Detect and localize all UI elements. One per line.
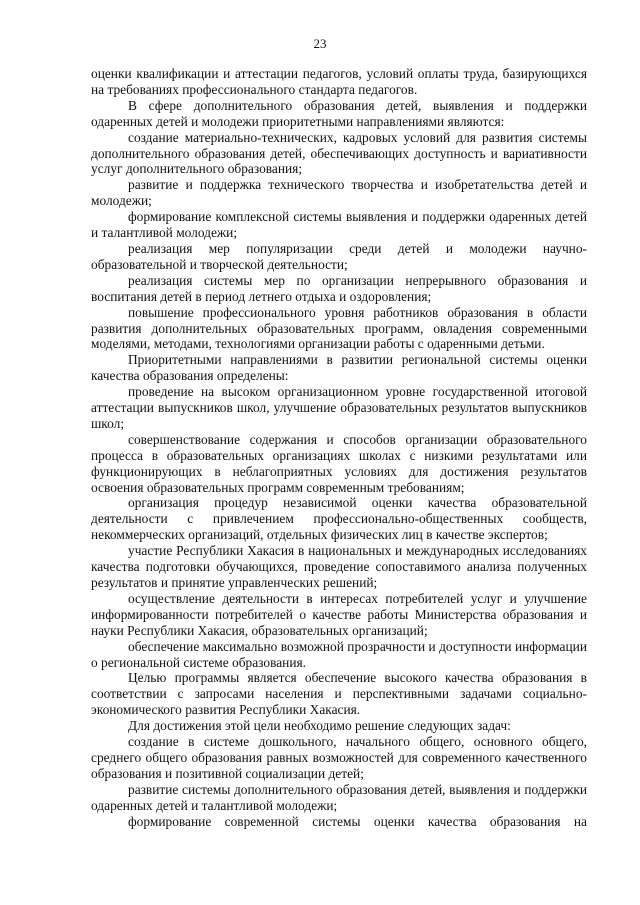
paragraph-task-continues: формирование современной системы оценки качества образования на <box>128 813 587 829</box>
paragraph-item: формирование комплексной системы выявления и поддержки одаренных детей и талантливой молодежи; <box>91 209 587 241</box>
paragraph-program-goal: Целью программы является обеспечение высокого качества образования в соответствии с запросами населения и перспективными задачами социально-экономического развития Республики Хакасия. <box>91 670 587 718</box>
paragraph-item: организация процедур независимой оценки качества образовательной деятельности с привлечением профессионально-общественных сообществ, некоммерческих организаций, отдельных физических лиц в качестве экспертов; <box>91 495 587 543</box>
body-text <box>91 66 587 830</box>
paragraph-item: совершенствование содержания и способов организации образовательного процесса в образовательных организациях школах с низкими результатами или функционирующих в неблагоприятных условиях для достижения результатов освоения образовательных программ современным требованиям; <box>91 431 587 495</box>
page-number: 23 <box>313 36 327 51</box>
paragraph-tasks-intro: Для достижения этой цели необходимо решение следующих задач: <box>128 718 511 734</box>
paragraph-item: проведение на высоком организационном уровне государственной итоговой аттестации выпускников школ, улучшение образовательных результатов выпускников школ; <box>91 384 587 431</box>
paragraph-task: создание в системе дошкольного, начального общего, основного общего, среднего общего образования равных возможностей для современного качественного образования и позитивной социализации детей; <box>91 734 587 781</box>
paragraph-task: развитие системы дополнительного образования детей, выявления и поддержки одаренных детей и талантливой молодежи; <box>91 781 587 813</box>
paragraph-continued: оценки квалификации и аттестации педагогов, условий оплаты труда, базирующихся на требованиях профессионального стандарта педагогов. <box>91 66 587 97</box>
paragraph-item: участие Республики Хакасия в национальных и международных исследованиях качества подготовки обучающихся, проведение сопоставимого анализа полученных результатов и принятие управленческих решений; <box>91 543 587 590</box>
paragraph-item: реализация мер популяризации среди детей и молодежи научно-образовательной и творческой деятельности; <box>91 240 587 272</box>
paragraph-item: развитие и поддержка технического творчества и изобретательства детей и молодежи; <box>91 177 587 209</box>
paragraph-item: повышение профессионального уровня работников образования в области развития дополнительных образовательных программ, овладения современными моделями, методами, технологиями организации работы с одаренными детьми. <box>91 304 587 352</box>
paragraph-item: создание материально-технических, кадровых условий для развития системы дополнительного образования детей, обеспечивающих доступность и вариативности услуг дополнительного образования; <box>91 129 587 177</box>
paragraph-supplementary-education-intro: В сфере дополнительного образования детей, выявления и поддержки одаренных детей и молодежи приоритетными направлениями являются: <box>91 97 587 129</box>
paragraph-item: реализация системы мер по организации непрерывного образования и воспитания детей в период летнего отдыха и оздоровления; <box>91 272 587 304</box>
paragraph-item: обеспечение максимально возможной прозрачности и доступности информации о региональной системе образования. <box>91 638 587 670</box>
paragraph-quality-assessment-intro: Приоритетными направлениями в развитии региональной системы оценки качества образования определены: <box>91 352 587 384</box>
paragraph-item: осуществление деятельности в интересах потребителей услуг и улучшение информированности потребителей о качестве работы Министерства образования и науки Республики Хакасия, образовательных организаций; <box>91 590 587 638</box>
